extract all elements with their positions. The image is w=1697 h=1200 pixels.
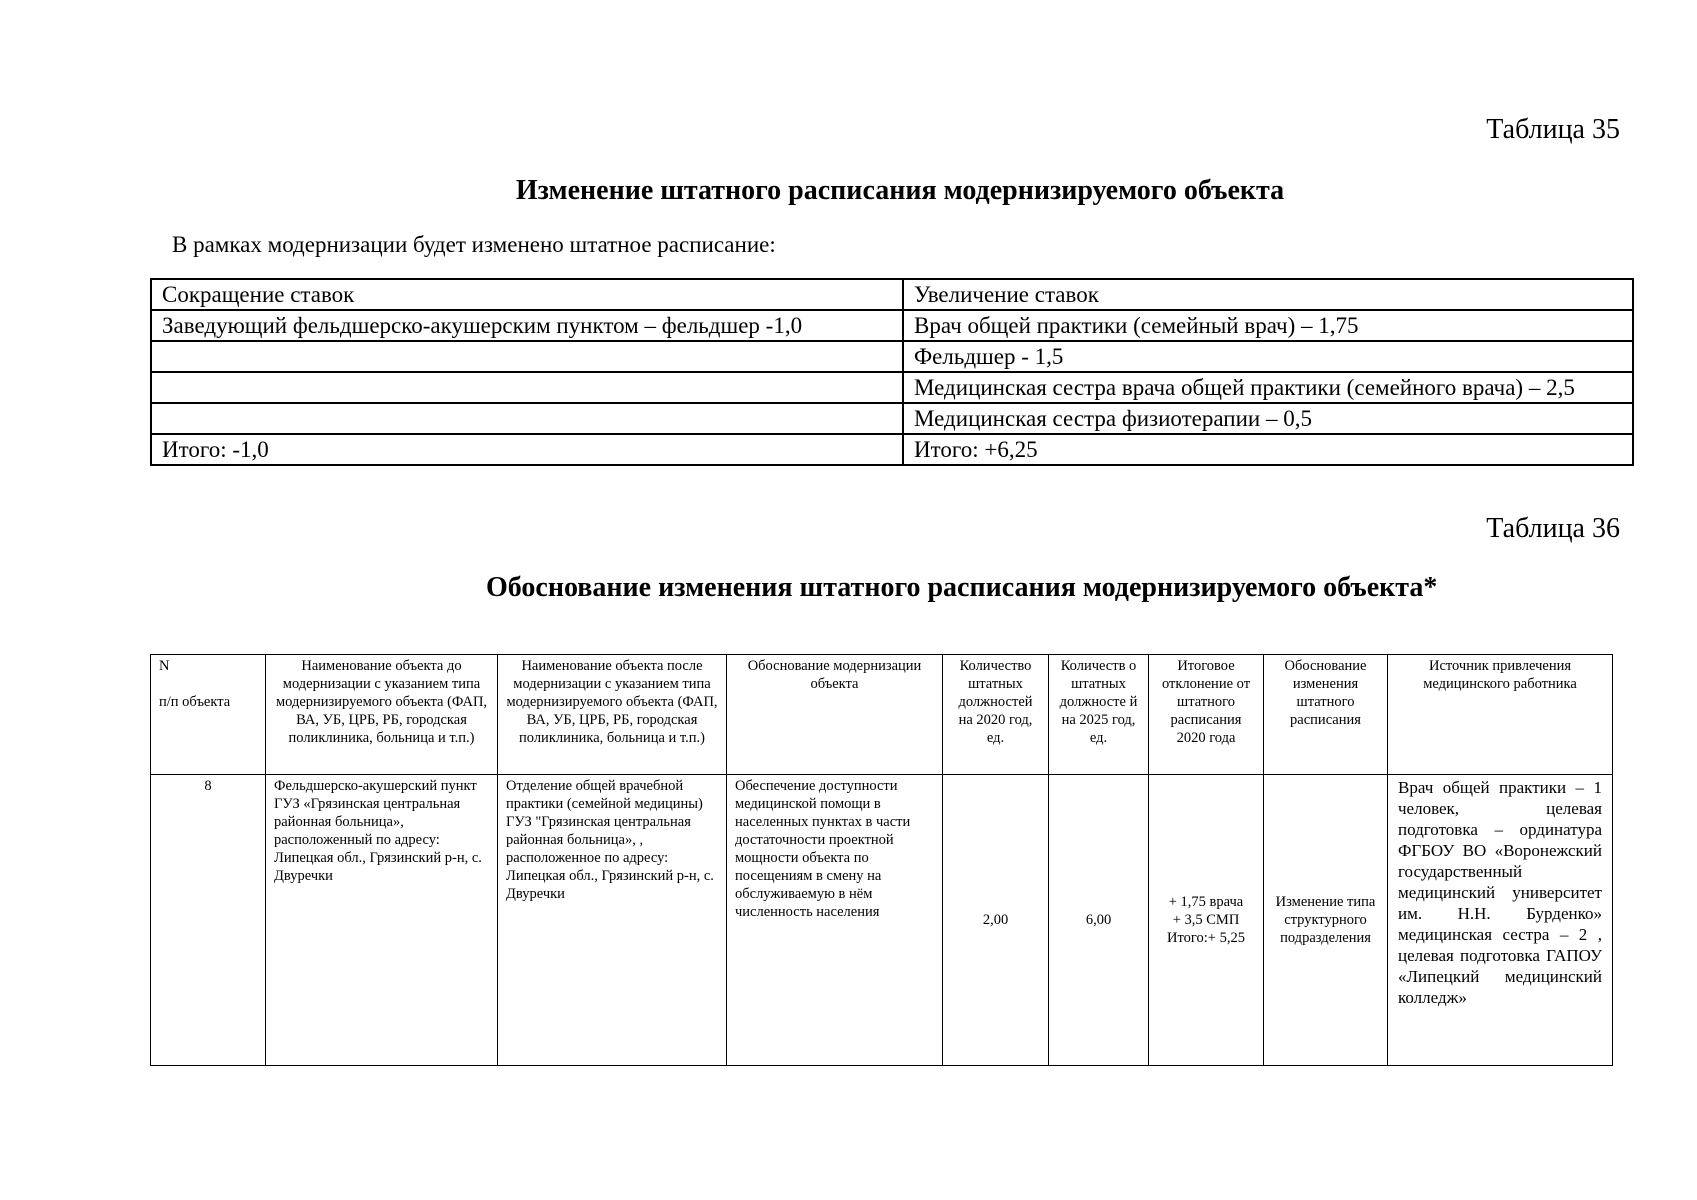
table-cell: Фельдшер - 1,5 xyxy=(903,341,1633,372)
table-cell: Увеличение ставок xyxy=(903,279,1633,310)
table36-title: Обоснование изменения штатного расписания модернизируемого объекта* xyxy=(486,572,1438,603)
table-row xyxy=(151,372,1633,403)
column-header-number: N п/п объекта xyxy=(151,655,266,775)
column-header-object-before: Наименование объекта до модернизации с указанием типа модернизируемого объекта (ФАП, ВА, УБ, ЦРБ, РБ, городская поликлиника, больница и т.п.) xyxy=(266,655,498,775)
table-cell: Врач общей практики (семейный врач) – 1,75 xyxy=(903,310,1633,341)
table-cell: Заведующий фельдшерско-акушерским пунктом – фельдшер -1,0 xyxy=(151,310,903,341)
column-header-deviation: Итоговое отклонение от штатного расписания 2020 года xyxy=(1149,655,1264,775)
column-header-object-after: Наименование объекта после модернизации с указанием типа модернизируемого объекта (ФАП, ВА, УБ, ЦРБ, РБ, городская поликлиника, больница и т.п.) xyxy=(498,655,727,775)
table-row xyxy=(151,775,1613,1066)
table35-label: Таблица 35 xyxy=(1486,114,1620,145)
staffing-changes-table xyxy=(150,278,1634,466)
change-reason-cell: Изменение типа структурного подразделения xyxy=(1264,775,1388,1066)
deviation-cell: + 1,75 врача + 3,5 СМП Итого:+ 5,25 xyxy=(1149,775,1264,1066)
table-row xyxy=(151,434,1633,465)
positions-2025-cell: 6,00 xyxy=(1049,775,1149,1066)
table-header-row xyxy=(151,655,1613,775)
object-after-cell: Отделение общей врачебной практики (семейной медицины) ГУЗ "Грязинская центральная районная больница», , расположенное по адресу: Липецкая обл., Грязинский р-н, с. Двуречки xyxy=(498,775,727,1066)
column-header-positions-2020: Количество штатных должностей на 2020 год, ед. xyxy=(943,655,1049,775)
staff-source-cell: Врач общей практики – 1 человек, целевая подготовка – ординатура ФГБОУ ВО «Воронежский государственный медицинский университет им. Н.Н. Бурденко» медицинская сестра – 2 , целевая подготовка ГАПОУ «Липецкий медицинский колледж» xyxy=(1388,775,1613,1066)
column-header-change-reason: Обоснование изменения штатного расписания xyxy=(1264,655,1388,775)
table-cell xyxy=(151,341,903,372)
table-row xyxy=(151,341,1633,372)
table-total-cell: Итого: -1,0 xyxy=(151,434,903,465)
table-row xyxy=(151,310,1633,341)
table-cell: Медицинская сестра физиотерапии – 0,5 xyxy=(903,403,1633,434)
object-number-cell: 8 xyxy=(151,775,266,1066)
table35-intro: В рамках модернизации будет изменено штатное расписание: xyxy=(172,232,776,257)
column-header-staff-source: Источник привлечения медицинского работника xyxy=(1388,655,1613,775)
table-row xyxy=(151,279,1633,310)
table-row xyxy=(151,403,1633,434)
table-total-cell: Итого: +6,25 xyxy=(903,434,1633,465)
staffing-justification-table xyxy=(150,654,1613,1066)
column-header-justification: Обоснование модернизации объекта xyxy=(727,655,943,775)
table-cell xyxy=(151,403,903,434)
table-cell: Медицинская сестра врача общей практики (семейного врача) – 2,5 xyxy=(903,372,1633,403)
table-cell: Сокращение ставок xyxy=(151,279,903,310)
object-before-cell: Фельдшерско-акушерский пункт ГУЗ «Грязинская центральная районная больница», расположенный по адресу: Липецкая обл., Грязинский р-н, с. Двуречки xyxy=(266,775,498,1066)
column-header-positions-2025: Количеств о штатных должносте й на 2025 год, ед. xyxy=(1049,655,1149,775)
table36-label: Таблица 36 xyxy=(1486,513,1620,544)
table-cell xyxy=(151,372,903,403)
positions-2020-cell: 2,00 xyxy=(943,775,1049,1066)
justification-cell: Обеспечение доступности медицинской помощи в населенных пунктах в части достаточности проектной мощности объекта по посещениям в смену на обслуживаемую в нём численность населения xyxy=(727,775,943,1066)
table35-title: Изменение штатного расписания модернизируемого объекта xyxy=(515,175,1285,206)
